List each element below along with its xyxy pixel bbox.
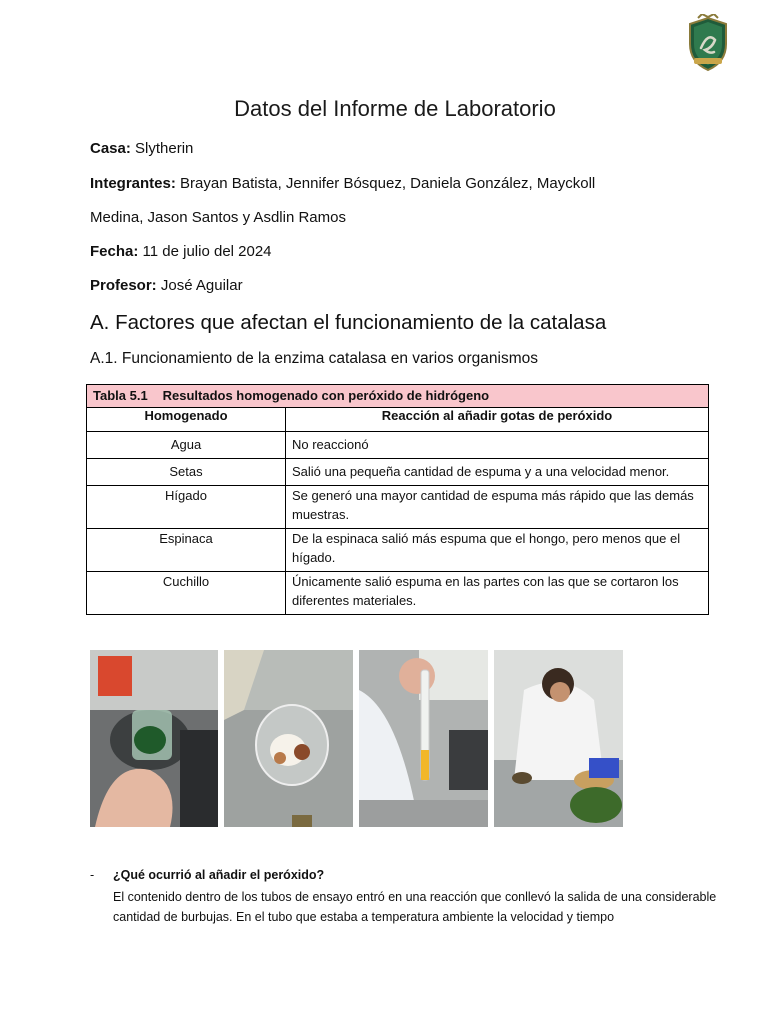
row-homogenado: Hígado bbox=[87, 486, 286, 529]
results-table bbox=[86, 384, 709, 615]
table-number: Tabla 5.1 bbox=[93, 388, 148, 403]
table-row bbox=[87, 486, 709, 529]
integrantes-value-line1: Brayan Batista, Jennifer Bósquez, Daniela González, Mayckoll bbox=[180, 175, 596, 192]
integrantes-field bbox=[90, 175, 595, 192]
lab-photo-beaker-spinach bbox=[90, 650, 218, 827]
row-reaccion: De la espinaca salió más espuma que el hongo, pero menos que el hígado. bbox=[286, 529, 709, 572]
answer-text: El contenido dentro de los tubos de ensayo entró en una reacción que conllevó la salida de una considerable cantidad de burbujas. En el tubo que estaba a temperatura ambiente la velocidad y tiempo bbox=[113, 890, 717, 924]
bullet-marker: - bbox=[90, 868, 95, 882]
row-homogenado: Setas bbox=[87, 459, 286, 486]
row-reaccion: Únicamente salió espuma en las partes con las que se cortaron los diferentes materiales. bbox=[286, 572, 709, 615]
slytherin-crest-icon bbox=[684, 14, 732, 72]
question-text: ¿Qué ocurrió al añadir el peróxido? bbox=[113, 868, 325, 882]
row-reaccion: Se generó una mayor cantidad de espuma más rápido que las demás muestras. bbox=[286, 486, 709, 529]
casa-label: Casa: bbox=[90, 140, 131, 157]
page-title: Datos del Informe de Laboratorio bbox=[234, 96, 556, 121]
table-caption-title: Resultados homogenado con peróxido de hidrógeno bbox=[162, 388, 490, 403]
header-reaccion: Reacción al añadir gotas de peróxido bbox=[286, 408, 709, 432]
row-reaccion: Salió una pequeña cantidad de espuma y a una velocidad menor. bbox=[286, 459, 709, 486]
section-heading: A. Factores que afectan el funcionamiento de la catalasa bbox=[90, 311, 607, 334]
section-subheading: A.1. Funcionamiento de la enzima catalasa en varios organismos bbox=[90, 350, 539, 367]
profesor-label: Profesor: bbox=[90, 277, 157, 294]
lab-photo-student-table bbox=[494, 650, 623, 827]
table-caption bbox=[87, 385, 709, 408]
fecha-field bbox=[90, 243, 272, 260]
header-homogenado: Homogenado bbox=[87, 408, 286, 432]
row-homogenado: Espinaca bbox=[87, 529, 286, 572]
fecha-label: Fecha: bbox=[90, 243, 139, 260]
table-row bbox=[87, 572, 709, 615]
integrantes-value-line2: Medina, Jason Santos y Asdlin Ramos bbox=[90, 209, 346, 226]
row-homogenado: Agua bbox=[87, 432, 286, 459]
profesor-value: José Aguilar bbox=[160, 277, 243, 294]
table-header-row bbox=[87, 408, 709, 432]
row-homogenado: Cuchillo bbox=[87, 572, 286, 615]
integrantes-label: Integrantes: bbox=[90, 175, 176, 192]
row-reaccion: No reaccionó bbox=[286, 432, 709, 459]
lab-photo-test-tube bbox=[359, 650, 488, 827]
profesor-field bbox=[90, 277, 243, 294]
casa-value: Slytherin bbox=[135, 140, 194, 157]
table-row bbox=[87, 529, 709, 572]
casa-field bbox=[90, 140, 193, 157]
lab-photo-beaker-foam bbox=[224, 650, 353, 827]
fecha-value: 11 de julio del 2024 bbox=[142, 243, 272, 260]
table-row bbox=[87, 459, 709, 486]
table-row bbox=[87, 432, 709, 459]
